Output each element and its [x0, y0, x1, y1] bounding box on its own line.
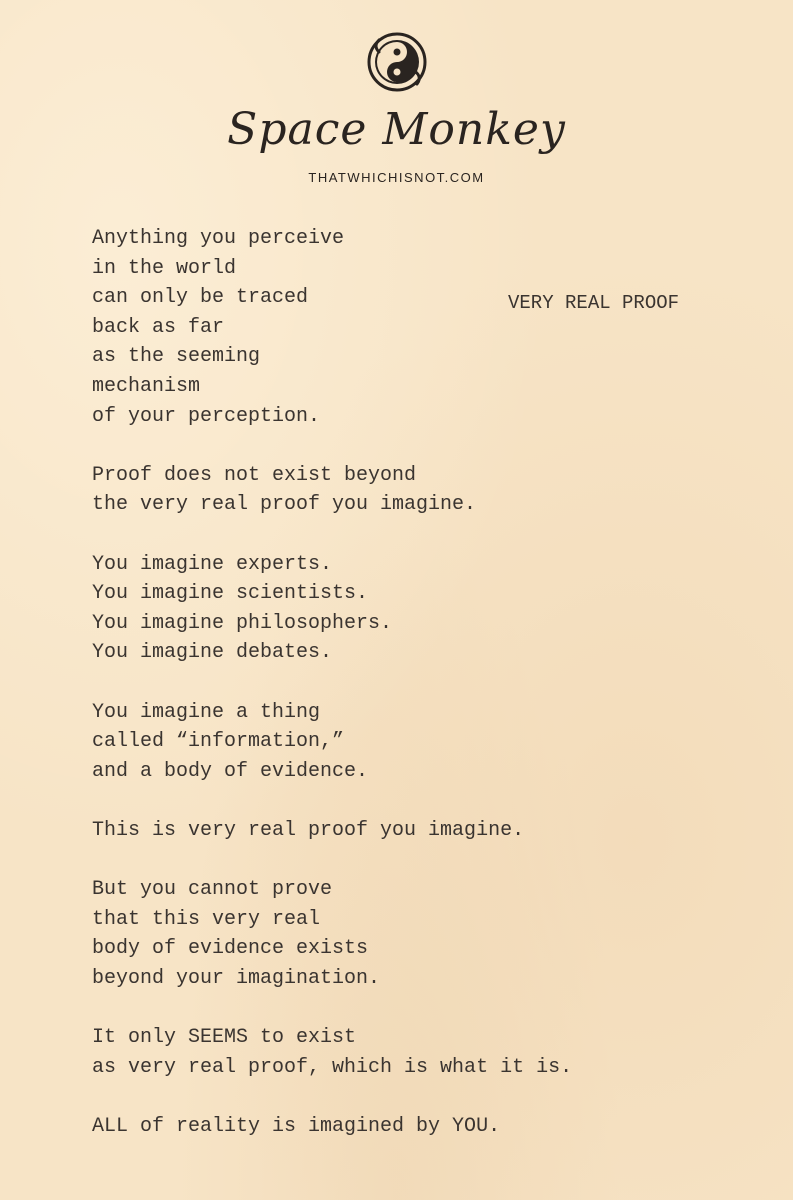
poem-line: You imagine experts. — [92, 552, 333, 576]
poem-line: mechanism — [92, 374, 201, 398]
poem-line: This is very real proof you imagine. — [92, 818, 525, 842]
poem-line: Proof does not exist beyond — [92, 463, 417, 487]
stanza — [92, 224, 572, 431]
poem-line: beyond your imagination. — [92, 966, 381, 990]
poem-line: You imagine debates. — [92, 641, 333, 665]
poem-body — [92, 224, 572, 1171]
stanza — [92, 550, 572, 668]
stanza — [92, 461, 572, 520]
poem-line: called “information,” — [92, 730, 345, 754]
poem-line: It only SEEMS to exist — [92, 1026, 357, 1050]
poem-line: You imagine philosophers. — [92, 611, 393, 635]
poem-line: body of evidence exists — [92, 937, 369, 961]
poem-line: the very real proof you imagine. — [92, 493, 477, 517]
poem-line: as the seeming — [92, 345, 261, 369]
poem-line: You imagine a thing — [92, 700, 321, 724]
logo — [0, 30, 793, 94]
stanza — [92, 875, 572, 993]
poem-line: that this very real — [92, 907, 321, 931]
space-monkey-icon — [365, 30, 429, 94]
poem-line: Anything you perceive — [92, 227, 345, 250]
stanza — [92, 1112, 572, 1142]
stanza — [92, 1023, 572, 1082]
poem-line: of your perception. — [92, 404, 321, 428]
poem-line: as very real proof, which is what it is. — [92, 1055, 573, 1079]
poem-line: ALL of reality is imagined by YOU. — [92, 1114, 501, 1138]
poem-line: back as far — [92, 315, 225, 339]
poem-line: and a body of evidence. — [92, 759, 369, 783]
poem-line: can only be traced — [92, 286, 309, 310]
stanza — [92, 698, 572, 787]
brand-name: Space Monkey — [227, 104, 566, 155]
site-url: THATWHICHISNOT.COM — [308, 170, 485, 185]
poem-line: But you cannot prove — [92, 878, 333, 902]
poem-line: in the world — [92, 256, 237, 280]
poem-line: You imagine scientists. — [92, 582, 369, 606]
stanza — [92, 816, 572, 846]
poem-title: VERY REAL PROOF — [508, 292, 680, 314]
